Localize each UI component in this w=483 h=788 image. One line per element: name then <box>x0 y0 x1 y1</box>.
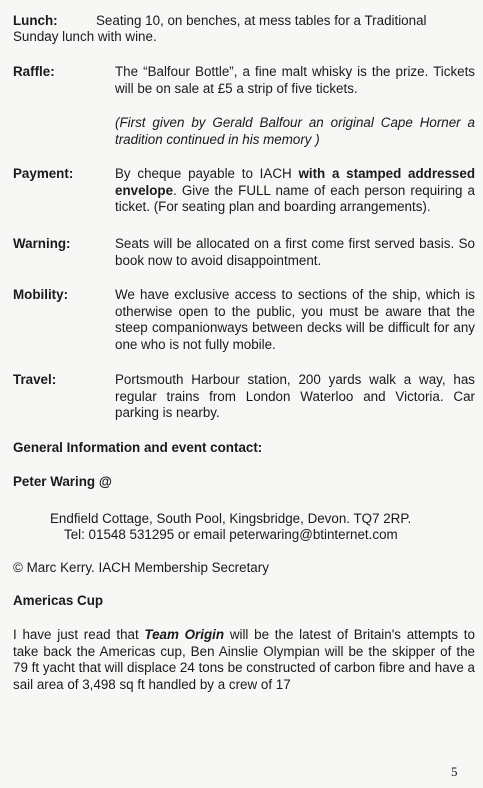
americas-post: will be the latest of Britain's attempts to take back the Americas cup, Ben Ainslie Olympian will be the skipper of the 79 ft yacht that will displace 24 tons be constructed of carbon fibre and have a sail area of 3,498 sq ft handled by a crew of 17 <box>13 627 475 692</box>
mobility-label: Mobility: <box>13 287 69 302</box>
warning-text: Seats will be allocated on a first come first served basis. So book now to avoid disappointment. <box>115 236 475 268</box>
payment-text-post: . Give the FULL name of each person requiring a ticket. (For seating plan and boarding arrangements). <box>115 182 475 215</box>
contact-address: Endfield Cottage, South Pool, Kingsbridge, Devon. TQ7 2RP. <box>50 511 412 526</box>
lunch-line1: Seating 10, on benches, at mess tables for a Traditional <box>96 13 427 28</box>
warning-label: Warning: <box>13 236 71 251</box>
contact-name: Peter Waring @ <box>13 474 112 489</box>
payment-text <box>115 166 475 216</box>
payment-label: Payment: <box>13 166 74 181</box>
mobility-text: We have exclusive access to sections of the ship, which is otherwise open to the public, you must be aware that the steep companionways between decks will be difficult for any one who is not fully mobile. <box>115 287 475 352</box>
americas-cup-heading: Americas Cup <box>13 593 104 608</box>
payment-text-bold: with a stamped addressed envelope <box>115 166 475 198</box>
team-origin: Team Origin <box>144 627 225 642</box>
general-info-heading: General Information and event contact: <box>13 440 263 455</box>
raffle-note: (First given by Gerald Balfour an original Cape Horner a tradition continued in his memory ) <box>115 115 475 147</box>
americas-cup-paragraph <box>13 627 475 693</box>
lunch-label: Lunch: <box>13 13 58 28</box>
raffle-text: The “Balfour Bottle”, a fine malt whisky is the prize. Tickets will be on sale at £5 a strip of five tickets. <box>115 64 475 96</box>
lunch-line2: Sunday lunch with wine. <box>13 29 157 44</box>
raffle-label: Raffle: <box>13 64 55 79</box>
travel-label: Travel: <box>13 372 57 387</box>
page-number: 5 <box>451 764 458 779</box>
contact-phone-email: Tel: 01548 531295 or email peterwaring@btinternet.com <box>64 527 398 542</box>
americas-pre: I have just read that <box>13 627 145 642</box>
payment-text-pre: By cheque payable to IACH <box>115 166 299 181</box>
travel-text: Portsmouth Harbour station, 200 yards walk a way, has regular trains from London Waterloo and Victoria. Car parking is nearby. <box>115 372 475 421</box>
copyright-line: © Marc Kerry. IACH Membership Secretary <box>13 560 269 575</box>
